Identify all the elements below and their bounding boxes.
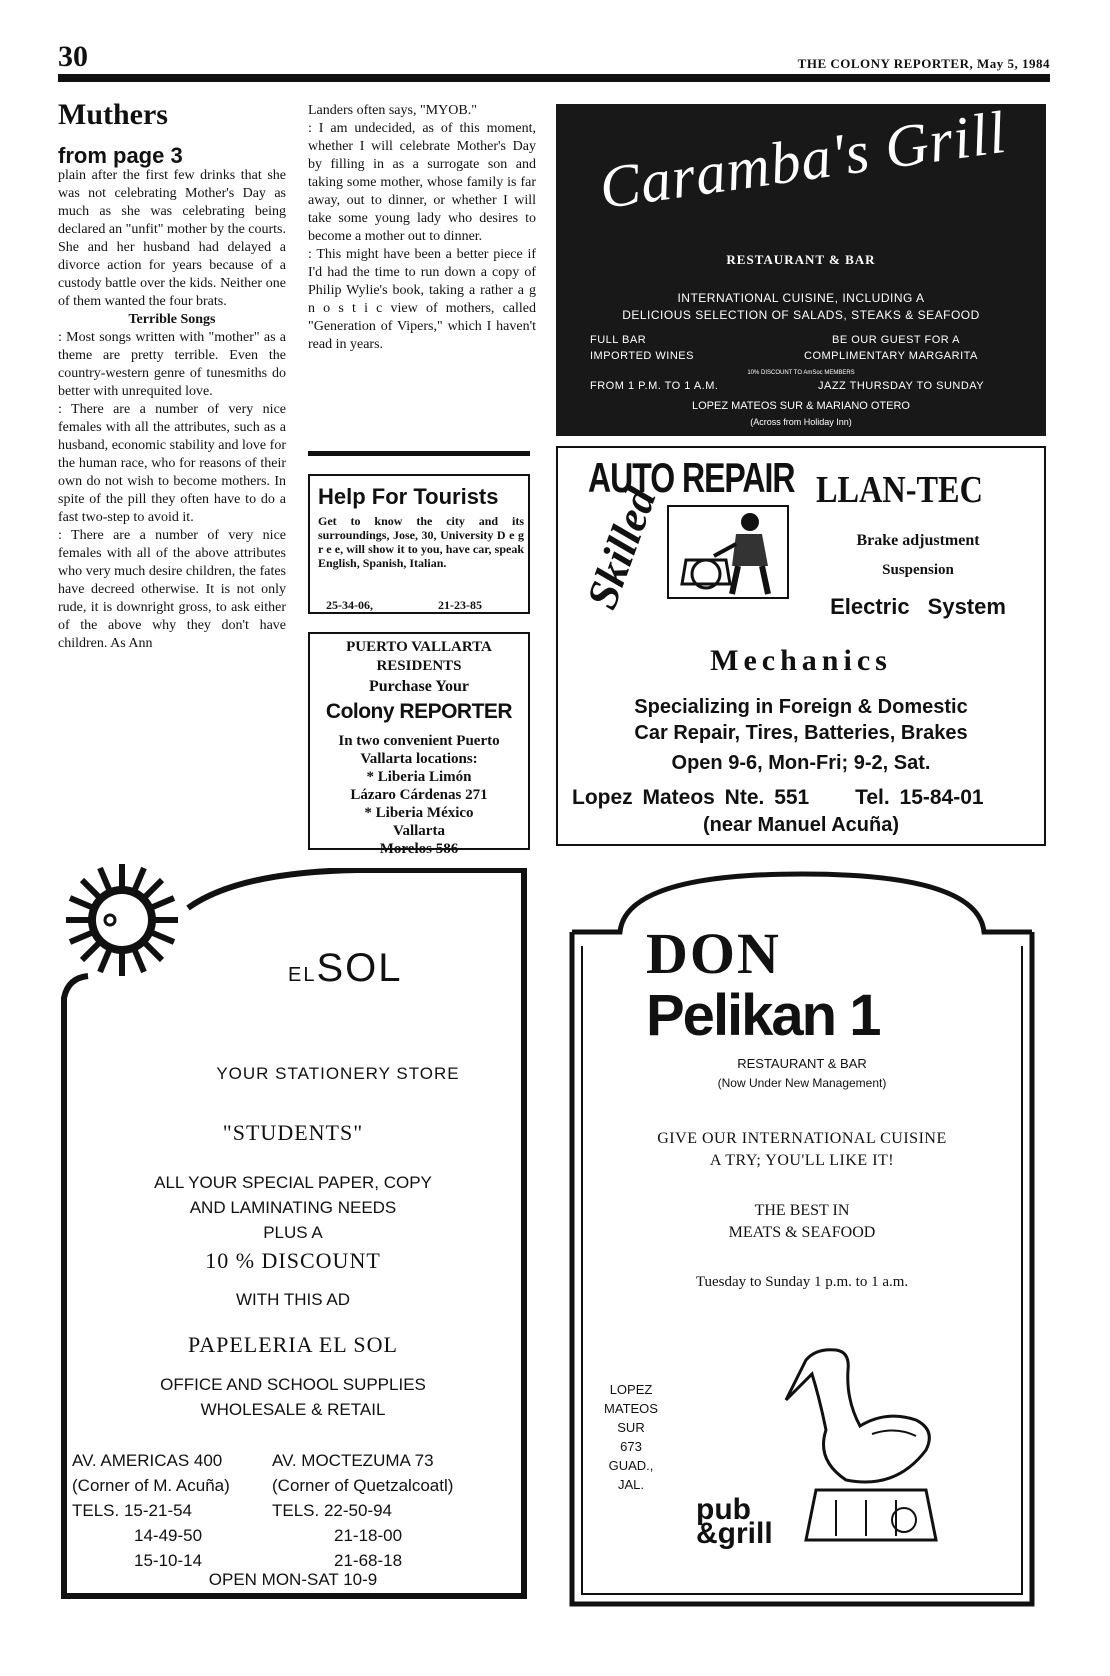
tourists-body: Get to know the city and its surroundings, Jose, 30, University D e g r e e, will show it to you, have car, speak English, Spanish, Italian. [318, 514, 524, 570]
article-paragraph: : I am undecided, as of this moment, whether I will celebrate Mother's Day by filling in as a surrogate son and taking some mother, whose family is far away, out to dinner, or whether I will take some young lady who desires to become a mother out to dinner. [308, 121, 536, 244]
don-give-line: A TRY; YOU'LL LIKE IT! [709, 1152, 895, 1169]
caramba-discount: 10% DISCOUNT TO AmSoc MEMBERS [747, 370, 855, 376]
el-sol-addr-line: AV. MOCTEZUMA 73 [272, 1451, 434, 1470]
caramba-address: LOPEZ MATEOS SUR & MARIANO OTERO [692, 400, 910, 412]
column-rule [308, 451, 530, 456]
el-sol-logo [288, 946, 403, 991]
running-head: THE COLONY REPORTER, May 5, 1984 [797, 56, 1050, 71]
el-sol-students: "STUDENTS" [222, 1120, 364, 1145]
caramba-guest: BE OUR GUEST FOR A [832, 334, 960, 346]
el-sol-with-ad: WITH THIS AD [236, 1290, 350, 1309]
llan-tec-name: LLAN-TEC [816, 469, 983, 511]
auto-electric: Electric System [830, 594, 1006, 619]
don-best-line: THE BEST IN [754, 1202, 850, 1219]
el-sol-store: YOUR STATIONERY STORE [216, 1064, 460, 1083]
don-management: (Now Under New Management) [717, 1076, 887, 1090]
pv-line: Morelos 586 [379, 841, 459, 857]
don-addr-line: JAL. [617, 1477, 644, 1492]
caramba-jazz: JAZZ THURSDAY TO SUNDAY [818, 380, 985, 392]
grill-text: &grill [696, 1517, 773, 1550]
el-sol-hours: OPEN MON-SAT 10-9 [208, 1570, 378, 1589]
el-sol-addr-line: 14-49-50 [134, 1526, 203, 1545]
don-addr-line: GUAD., [608, 1458, 654, 1473]
el-sol-office-line: WHOLESALE & RETAIL [200, 1400, 386, 1419]
article-paragraph: : There are a number of very nice females with all the attributes, such as a husband, economic stability and love for the human race, who for reasons of their own do not wish to become mothers. In spite of the pill they often have to do a fast two-step to avoid it. [58, 402, 286, 525]
el-sol-needs-line: AND LAMINATING NEEDS [189, 1198, 397, 1217]
caramba-cuisine-line: DELICIOUS SELECTION OF SALADS, STEAKS & SEAFOOD [622, 308, 980, 322]
el-sol-addr-line: (Corner of Quetzalcoatl) [272, 1476, 454, 1495]
don-addr-line: LOPEZ [609, 1382, 653, 1397]
page-number: 30 [58, 40, 88, 73]
auto-address: Lopez Mateos Nte. 551 [572, 786, 810, 809]
don-best-line: MEATS & SEAFOOD [728, 1224, 876, 1241]
tourists-phone-1: 25-34-06, [326, 598, 373, 612]
el-sol-needs-line: PLUS A [263, 1223, 323, 1242]
el-sol-sol: SOL [316, 946, 403, 990]
pv-line: In two convenient Puerto Vallarta locations: [338, 733, 500, 767]
caramba-logo: Caramba's Grill [595, 98, 1011, 222]
el-sol-needs [58, 1170, 528, 1245]
article-paragraph: Landers often says, "MYOB." [308, 103, 477, 118]
mechanic-illustration [666, 504, 790, 600]
el-sol-discount: 10 % DISCOUNT [205, 1248, 381, 1273]
don-address [596, 1380, 666, 1494]
auto-skilled: Skilled [576, 481, 666, 616]
caramba-cuisine [556, 290, 1046, 324]
pv-line: * Liberia México [364, 805, 474, 821]
el-sol-addr-line: TELS. 22-50-94 [272, 1501, 393, 1520]
pelican-icon [776, 1340, 966, 1550]
article-title: Muthers [58, 98, 168, 131]
pv-locations [312, 732, 526, 858]
don-pelikan-logo-don: DON [646, 921, 781, 986]
caramba-cuisine-line: INTERNATIONAL CUISINE, INCLUDING A [677, 291, 925, 305]
article-paragraph: : Most songs written with "mother" as a theme are pretty terrible. Even the country-western genre of tunesmiths do better with unrequited love. [58, 330, 286, 399]
auto-repair-ad [556, 446, 1046, 846]
auto-mechanics: Mechanics [710, 644, 892, 677]
pub-grill-logo [696, 1493, 773, 1550]
auto-spec-line: Specializing in Foreign & Domestic [634, 696, 968, 718]
article-column-1 [58, 167, 286, 653]
article-subhead: Terrible Songs [128, 312, 216, 327]
el-sol-address-2 [272, 1448, 453, 1573]
auto-repair-title: AUTO REPAIR [588, 454, 795, 502]
don-kind: RESTAURANT & BAR [737, 1056, 867, 1071]
el-sol-addr-line: 21-18-00 [334, 1526, 403, 1545]
header-rule [58, 74, 1050, 82]
el-sol-addr-line: 21-68-18 [334, 1551, 403, 1570]
article-paragraph: : This might have been a better piece if I'd had the time to run down a copy of Philip Wylie's book, taking a rather a g n o s t i c view of mothers, called "Generation of Vipers," which I haven't read in years. [308, 247, 536, 352]
tourists-heading: Help For Tourists [318, 484, 499, 509]
article-continuation: from page 3 [58, 143, 183, 168]
puerto-vallarta-ad [308, 632, 530, 857]
el-sol-office-line: OFFICE AND SCHOOL SUPPLIES [160, 1375, 426, 1394]
don-give-line: GIVE OUR INTERNATIONAL CUISINE [657, 1130, 947, 1147]
tourists-phone-2: 21-23-85 [438, 598, 482, 612]
don-addr-line: MATEOS [604, 1401, 658, 1416]
sun-icon [62, 860, 182, 980]
caramba-full-bar: FULL BAR [590, 334, 647, 346]
el-sol-addr-line: TELS. 15-21-54 [72, 1501, 193, 1520]
caramba-hours: FROM 1 P.M. TO 1 A.M. [590, 380, 719, 392]
el-sol-address-1 [72, 1448, 230, 1573]
article-column-2 [308, 102, 536, 354]
pv-purchase: Purchase Your [369, 678, 469, 695]
el-sol-addr-line: (Corner of M. Acuña) [72, 1476, 230, 1495]
auto-spec-line: Car Repair, Tires, Batteries, Brakes [634, 722, 968, 744]
pub-text: pub [696, 1493, 751, 1526]
don-pelikan-ad [566, 870, 1038, 1610]
el-sol-papeleria: PAPELERIA EL SOL [188, 1332, 398, 1357]
don-addr-line: 673 [620, 1439, 642, 1454]
el-sol-addr-line: 15-10-14 [134, 1551, 203, 1570]
el-sol-addr-line: AV. AMERICAS 400 [72, 1451, 223, 1470]
auto-hours: Open 9-6, Mon-Fri; 9-2, Sat. [671, 752, 931, 774]
caramba-kind: RESTAURANT & BAR [726, 252, 876, 267]
auto-phone: Tel. 15-84-01 [855, 786, 984, 809]
auto-specializing [558, 694, 1044, 746]
el-sol-office [58, 1372, 528, 1422]
caramba-across: (Across from Holiday Inn) [750, 417, 852, 427]
caramba-wines: IMPORTED WINES [590, 350, 694, 362]
caramba-margarita: COMPLIMENTARY MARGARITA [804, 350, 978, 362]
el-sol-el: EL [288, 964, 317, 986]
pv-heading: PUERTO VALLARTA RESIDENTS [346, 639, 492, 674]
auto-suspension: Suspension [882, 562, 954, 578]
pv-paper-name: Colony REPORTER [325, 700, 513, 723]
don-best [566, 1200, 1038, 1244]
tourists-ad [308, 474, 530, 614]
caramba-grill-ad [556, 98, 1046, 436]
auto-location [572, 786, 1044, 810]
don-addr-line: SUR [617, 1420, 645, 1435]
article-paragraph: : There are a number of very nice females with all of the above attributes who very much desire children, the fates have decreed otherwise. It is not only rude, it is downright gross, to ask either of the above why they don't have children. As Ann [58, 528, 286, 651]
article-paragraph: plain after the first few drinks that she was not celebrating Mother's Day as much as she was celebrating being declared an "unfit" mother by the courts. She and her husband had delayed a divorce action for years because of a custody battle over the kids. Neither one of them wanted the four brats. [58, 168, 286, 309]
don-hours: Tuesday to Sunday 1 p.m. to 1 a.m. [695, 1274, 909, 1290]
don-pelikan-logo-name: Pelikan 1 [646, 983, 880, 1048]
auto-near: (near Manuel Acuña) [703, 814, 899, 836]
el-sol-needs-line: ALL YOUR SPECIAL PAPER, COPY [154, 1173, 432, 1192]
auto-brake: Brake adjustment [856, 532, 980, 549]
pv-line: Vallarta [393, 823, 445, 839]
el-sol-ad [58, 868, 528, 1604]
pv-line: Lázaro Cárdenas 271 [350, 787, 488, 803]
don-give [566, 1128, 1038, 1172]
pv-line: * Liberia Limón [366, 769, 472, 785]
